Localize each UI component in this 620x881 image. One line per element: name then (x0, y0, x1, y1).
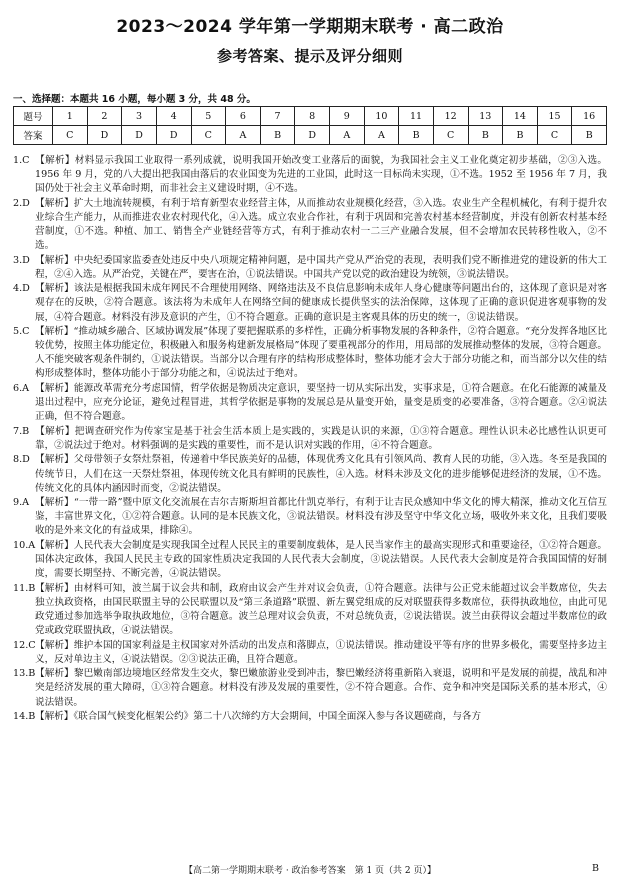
question-number: 8.D (13, 454, 30, 466)
explanation-item (13, 197, 607, 253)
question-number-cell: 5 (191, 107, 226, 126)
answer-label: 答案 (14, 126, 53, 145)
explanation-text: 【解析】把调查研究作为传家宝是基于社会生活本质上是实践的，实践是认识的来源，①③符合题意。理性认识未必比感性认识更可靠，②说法过于绝对。材料强调的是实践的重要性，而不是认识对实践的作用，④不符合题意。 (35, 425, 607, 451)
answer-cell: C (53, 126, 88, 145)
question-number-label: 题号 (14, 107, 53, 126)
answer-cell: D (122, 126, 157, 145)
explanation-text: 【解析】父母带领子女祭灶祭祖，传递着中华民族美好的品德，体现优秀文化具有引领风尚、教育人民的功能，③入选。冬至是我国的传统节日，人们在这一天祭灶祭祖，体现传统文化具有鲜明的民族性，④入选。材料未涉及文化的进步能够促进经济的发展，①不选。传统文化的具体内涵因时而变，②说法错误。 (35, 454, 607, 494)
question-number-cell: 9 (330, 107, 365, 126)
answer-cell: D (156, 126, 191, 145)
explanation-item (13, 254, 607, 282)
question-number-cell: 15 (537, 107, 572, 126)
answer-cell: A (226, 126, 261, 145)
question-number: 10.A (13, 540, 36, 552)
explanation-list (13, 154, 607, 725)
explanation-text: 【解析】该法是根据我国未成年网民不合理使用网络、网络违法及不良信息影响未成年人身心健康等问题出台的，这体现了意识是对客观存在的反映，②符合题意。该法将为未成年人在网络空间的健康成长提供坚实的法治保障，这体现了正确的意识促进客观事物的发展，④符合题意。材料没有涉及意识的产生，①不符合题意。正确的意识是主客观具体的历史的统一，③说法错误。 (35, 283, 607, 323)
question-number-cell: 10 (364, 107, 399, 126)
explanation-item (13, 539, 607, 581)
explanation-item (13, 154, 607, 196)
explanation-item (13, 582, 607, 638)
answer-cell: B (260, 126, 295, 145)
answer-cell: D (87, 126, 122, 145)
explanation-item (13, 282, 607, 324)
explanation-text: 【解析】由材料可知，波兰属于议会共和制，政府由议会产生并对议会负责，①符合题意。法律与公正党未能超过议会半数席位，失去独立执政资格，由国民联盟主导的公民联盟以及“第三条道路”联盟、新左翼党组成的反对联盟获得多数席位，获得执政地位，由此可见政党通过参加选举争取执政地位，③符合题意。波兰总理对议会负责，不对总统负责，②说法错误。波兰由获得议会超过半数席位的政党或政党联盟执政，④说法错误。 (35, 582, 607, 637)
version-code: B (592, 863, 599, 874)
explanation-item (13, 496, 607, 538)
answer-cell: B (399, 126, 434, 145)
explanation-text: 【解析】“推动城乡融合、区域协调发展”体现了要把握联系的多样性，正确分析事物发展的各种条件，②符合题意。“充分发挥各地区比较优势，按照主体功能定位，积极融入和服务构建新发展格局”体现了要重视部分的作用，用局部的发展推动整体的发展，③符合题意。人不能突破客观条件制约，①说法错误。当部分以合理有序的结构形成整体时，整体功能才会大于部分功能之和，而当部分以欠佳的结构形成整体时，整体功能小于部分功能之和，④说法过于绝对。 (35, 326, 607, 380)
explanation-item (13, 667, 607, 709)
answer-cell: C (191, 126, 226, 145)
answer-cell: B (503, 126, 538, 145)
document-title: 2023～2024 学年第一学期期末联考 · 高二政治 (116, 17, 504, 37)
question-number: 5.C (13, 326, 30, 338)
question-number: 14.B (13, 711, 36, 723)
question-number: 2.D (13, 197, 30, 209)
explanation-text: 【解析】人民代表大会制度是实现我国全过程人民民主的重要制度载体，是人民当家作主的最高实现形式和重要途径，①②符合题意。国体决定政体，我国人民民主专政的国家性质决定我国的人民代表大会制度，③说法错误。人民代表大会制度是符合我国国情的好制度，需要长期坚持、不断完善，④说法错误。 (35, 540, 607, 580)
page-footer: 【高二第一学期期末联考 · 政治参考答案 第 1 页（共 2 页）】 (184, 866, 436, 876)
explanation-item (13, 425, 607, 453)
question-number: 3.D (13, 254, 30, 266)
document-subtitle: 参考答案、提示及评分细则 (216, 47, 403, 65)
answer-cell: A (364, 126, 399, 145)
explanation-item (13, 325, 607, 381)
question-number-cell: 14 (503, 107, 538, 126)
answer-cell: D (295, 126, 330, 145)
explanation-text: 【解析】黎巴嫩南部边境地区经常发生交火，黎巴嫩旅游业受到冲击，黎巴嫩经济将重新陷入衰退，说明和平是发展的前提，战乱和冲突是经济发展的重大障碍，①③符合题意。材料没有涉及发展的重要性，②不符合题意。合作、竞争和冲突是国际关系的基本形式，④说法错误。 (35, 668, 607, 708)
question-number: 9.A (13, 497, 30, 509)
answer-cell: A (330, 126, 365, 145)
explanation-text: 【解析】维护本国的国家利益是主权国家对外活动的出发点和落脚点，①说法错误。推动建设平等有序的世界多极化，需要坚持多边主义，反对单边主义，④说法错误。②③说法正确，且符合题意。 (35, 639, 607, 665)
explanation-item (13, 382, 607, 424)
explanation-text: 【解析】材料显示我国工业取得一系列成就，说明我国开始改变工业落后的面貌，为我国社会主义工业化奠定初步基础，②③入选。1956 年 9 月，党的八大提出把我国由落后的农业国变为先进的工业国，此时这一目标尚未实现，①不选。1952 至 1956 年 7 月，我国仍处于社会主义革命时期，而非社会主义建设时期，④不选。 (35, 155, 607, 195)
question-number-cell: 16 (572, 107, 607, 126)
explanation-text: 【解析】中央纪委国家监委查处违反中央八项规定精神问题，是中国共产党从严治党的表现，表明我们党不断推进党的建设新的伟大工程，②④入选。从严治党，关键在严，要害在治，①说法错误。中国共产党以党的政治建设为统领，③说法错误。 (35, 254, 607, 280)
explanation-text: 【解析】“一带一路”暨中原文化交流展在吉尔吉斯斯坦首都比什凯克举行，有利于让吉民众感知中华文化的博大精深，推动文化互信互鉴，丰富世界文化，①②符合题意。认同的是本民族文化，③说法错误。材料没有涉及坚守中华文化立场，吸收外来文化，且我们要吸收的是外来文化的有益成果，排除④。 (35, 497, 607, 537)
explanation-item (13, 639, 607, 667)
question-number: 4.D (13, 283, 30, 295)
answer-cell: C (433, 126, 468, 145)
question-number-cell: 13 (468, 107, 503, 126)
question-number-cell: 7 (260, 107, 295, 126)
answer-cell: B (572, 126, 607, 145)
explanation-text: 【解析】扩大土地流转规模，有利于培育新型农业经营主体，从而推动农业规模化经营，③入选。农业生产全程机械化，有利于提升农业综合生产能力，从而推进农业农村现代化，④入选。成立农业合作社，有利于巩固和完善农村基本经营制度，并没有创新农村基本经营制度，①不选。种植、加工、销售全产业链经营等方式，有利于推动农村一二三产业融合发展，但不会增加农民转移性收入，②不选。 (35, 197, 607, 252)
question-number-cell: 8 (295, 107, 330, 126)
question-number-cell: 12 (433, 107, 468, 126)
explanation-text: 【解析】能源改革需充分考虑国情，哲学依据是物质决定意识，要坚持一切从实际出发，实事求是，①符合题意。在化石能源的减量及退出过程中，应充分论证，避免过程冒进，其哲学依据是事物的发展总是从量变开始，量变是质变的必要准备，③符合题意。②④说法正确，但不符合题意。 (35, 383, 607, 423)
answer-cell: C (537, 126, 572, 145)
answer-table (13, 106, 607, 145)
answer-cell: B (468, 126, 503, 145)
question-number-cell: 3 (122, 107, 157, 126)
question-number-cell: 1 (53, 107, 88, 126)
question-number: 13.B (13, 668, 36, 680)
answer-row (14, 126, 607, 145)
question-number-row (14, 107, 607, 126)
section-heading: 一、选择题：本题共 16 小题，每小题 3 分，共 48 分。 (13, 94, 256, 105)
question-number: 6.A (13, 383, 30, 394)
question-number: 12.C (13, 639, 36, 651)
explanation-item (13, 710, 607, 724)
question-number-cell: 2 (87, 107, 122, 126)
explanation-item (13, 453, 607, 495)
question-number-cell: 11 (399, 107, 434, 126)
question-number-cell: 4 (156, 107, 191, 126)
question-number: 1.C (13, 155, 30, 166)
question-number-cell: 6 (226, 107, 261, 126)
explanation-text: 【解析】《联合国气候变化框架公约》第二十八次缔约方大会期间，中国全面深入参与各议题磋商，与各方 (35, 711, 482, 723)
question-number: 7.B (13, 425, 30, 437)
question-number: 11.B (13, 582, 36, 594)
